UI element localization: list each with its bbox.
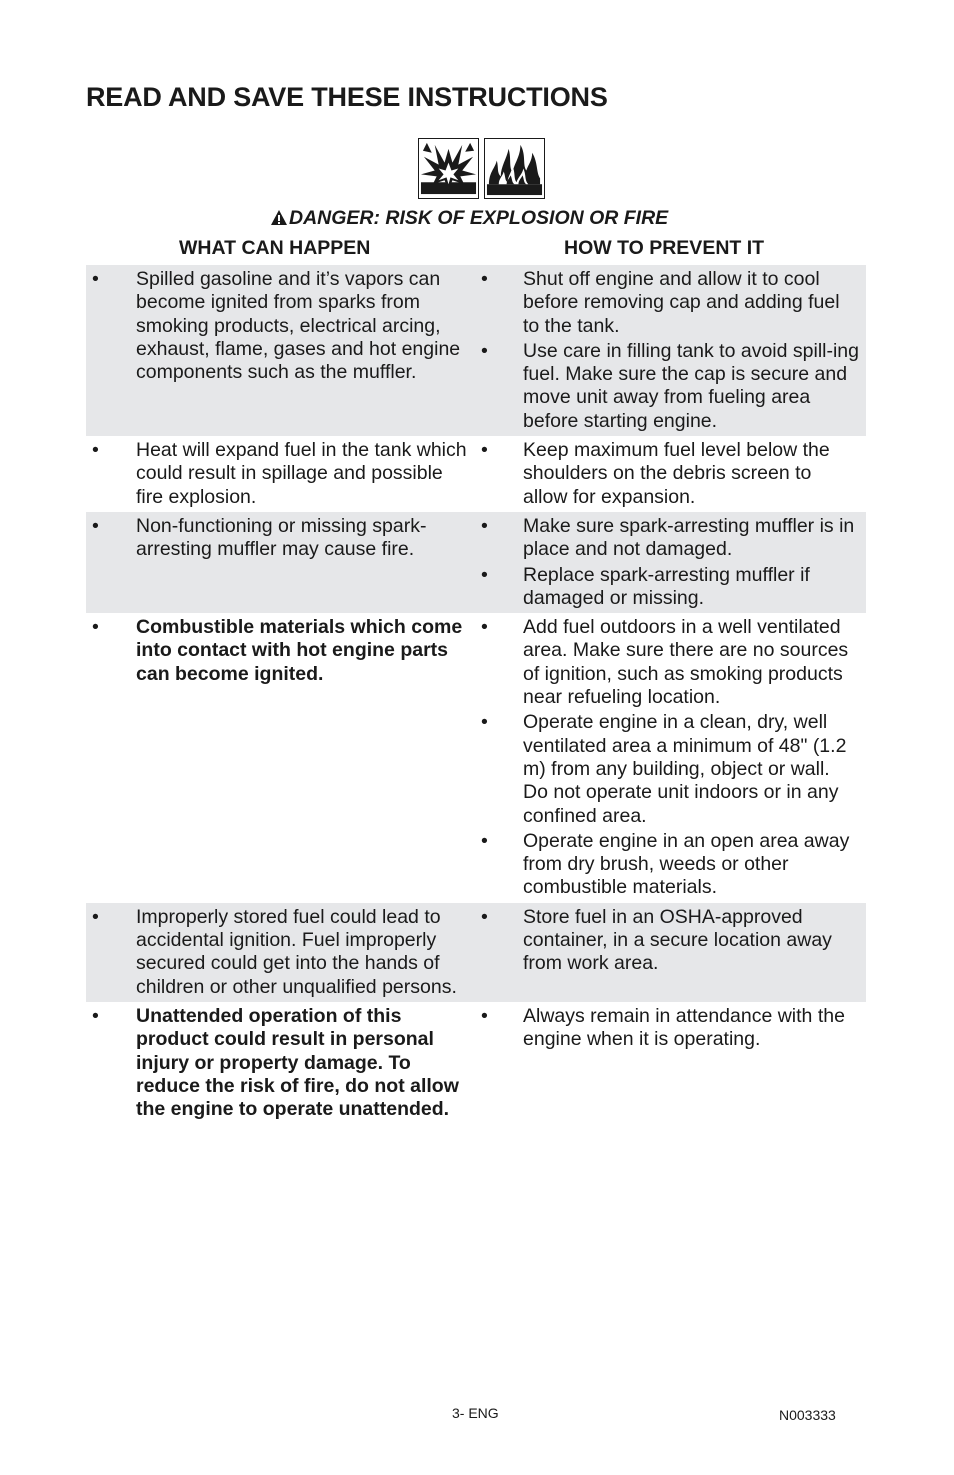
explosion-icon [418, 138, 479, 199]
prevention-cell [473, 268, 866, 433]
prevention-text: Shut off engine and allow it to cool before removing cap and adding fuel to the tank. [523, 268, 840, 337]
hazard-icons [418, 138, 545, 199]
bullet-icon: • [92, 514, 99, 537]
prevention-text: Make sure spark-arresting muffler is in place and not damaged. [523, 514, 855, 561]
table-row [86, 436, 866, 512]
hazard-text: Spilled gasoline and it’s vapors can become ignited from sparks from smoking products, electrical arcing, exhaust, flame, gases and hot engine components such as the muffler. [136, 268, 461, 384]
bullet-icon: • [481, 829, 488, 852]
hazard-cell [86, 1005, 473, 1121]
table-row [86, 265, 866, 436]
list-item [473, 340, 866, 433]
bullet-icon: • [481, 514, 488, 537]
list-item [473, 439, 866, 509]
hazard-cell [86, 906, 473, 999]
prevention-text: Replace spark-arresting muffler if damaged or missing. [523, 563, 810, 609]
column-header-how-to-prevent-it: HOW TO PREVENT IT [564, 237, 765, 259]
bullet-icon: • [481, 268, 488, 290]
warning-triangle-icon [270, 209, 288, 232]
list-item [473, 564, 866, 611]
list-item [86, 268, 473, 384]
prevention-text: Operate engine in an open area away from dry brush, weeds or other combustible materials. [523, 829, 850, 899]
bullet-icon: • [481, 563, 488, 586]
list-item [86, 439, 473, 509]
bullet-icon: • [92, 616, 99, 639]
list-item [473, 515, 866, 562]
hazard-cell [86, 439, 473, 509]
danger-heading [270, 207, 668, 232]
hazard-cell [86, 616, 473, 900]
bullet-icon: • [481, 905, 488, 928]
table-row [86, 1002, 866, 1124]
hazard-text: Improperly stored fuel could lead to accidental ignition. Fuel improperly secured could get into the hands of children or other unqualified persons. [136, 905, 457, 998]
danger-heading-text: DANGER: RISK OF EXPLOSION OR FIRE [289, 207, 669, 229]
prevention-text: Keep maximum fuel level below the shoulders on the debris screen to allow for expansion. [523, 439, 830, 508]
bullet-icon: • [481, 616, 488, 639]
list-item [86, 906, 473, 999]
list-item [86, 515, 473, 562]
table-row [86, 613, 866, 903]
document-code: N003333 [779, 1407, 836, 1423]
list-item [473, 1005, 866, 1052]
bullet-icon: • [481, 339, 488, 362]
prevention-text: Operate engine in a clean, dry, well ventilated area a minimum of 48" (1.2 m) from any building, object or wall. Do not operate unit indoors or in any confined area. [523, 711, 847, 827]
prevention-text: Store fuel in an OSHA-approved container, in a secure location away from work area. [523, 905, 832, 975]
prevention-cell [473, 616, 866, 900]
hazard-cell [86, 515, 473, 610]
hazard-text: Unattended operation of this product could result in personal injury or property damage. To reduce the risk of fire, do not allow the engine to operate unattended. [136, 1004, 459, 1121]
list-item [473, 830, 866, 900]
table-row [86, 903, 866, 1002]
list-item [86, 1005, 473, 1121]
hazard-table [86, 265, 866, 1124]
bullet-icon: • [92, 905, 99, 928]
hazard-text: Combustible materials which come into contact with hot engine parts can become ignited. [136, 616, 463, 685]
prevention-text: Add fuel outdoors in a well ventilated area. Make sure there are no sources of ignition, such as smoking products near refueling location. [523, 616, 849, 709]
bullet-icon: • [92, 268, 99, 290]
prevention-cell [473, 515, 866, 610]
fire-icon [484, 138, 545, 199]
bullet-icon: • [92, 1004, 99, 1027]
bullet-icon: • [92, 439, 99, 462]
list-item [473, 906, 866, 976]
prevention-cell [473, 1005, 866, 1121]
prevention-cell [473, 439, 866, 509]
hazard-cell [86, 268, 473, 433]
table-row [86, 512, 866, 613]
page-title: READ AND SAVE THESE INSTRUCTIONS [86, 82, 608, 112]
hazard-text: Non-functioning or missing spark-arresting muffler may cause fire. [136, 514, 427, 561]
list-item [473, 268, 866, 338]
bullet-icon: • [481, 1004, 488, 1027]
column-header-what-can-happen: WHAT CAN HAPPEN [179, 237, 371, 259]
list-item [86, 616, 473, 686]
prevention-text: Always remain in attendance with the engine when it is operating. [523, 1004, 845, 1051]
page-number: 3- ENG [452, 1405, 499, 1421]
prevention-cell [473, 906, 866, 999]
list-item [473, 711, 866, 827]
bullet-icon: • [481, 439, 488, 462]
list-item [473, 616, 866, 709]
prevention-text: Use care in filling tank to avoid spill-ing fuel. Make sure the cap is secure and move unit away from fueling area before starting engine. [523, 339, 859, 432]
bullet-icon: • [481, 711, 488, 734]
hazard-text: Heat will expand fuel in the tank which could result in spillage and possible fire explosion. [136, 439, 467, 508]
